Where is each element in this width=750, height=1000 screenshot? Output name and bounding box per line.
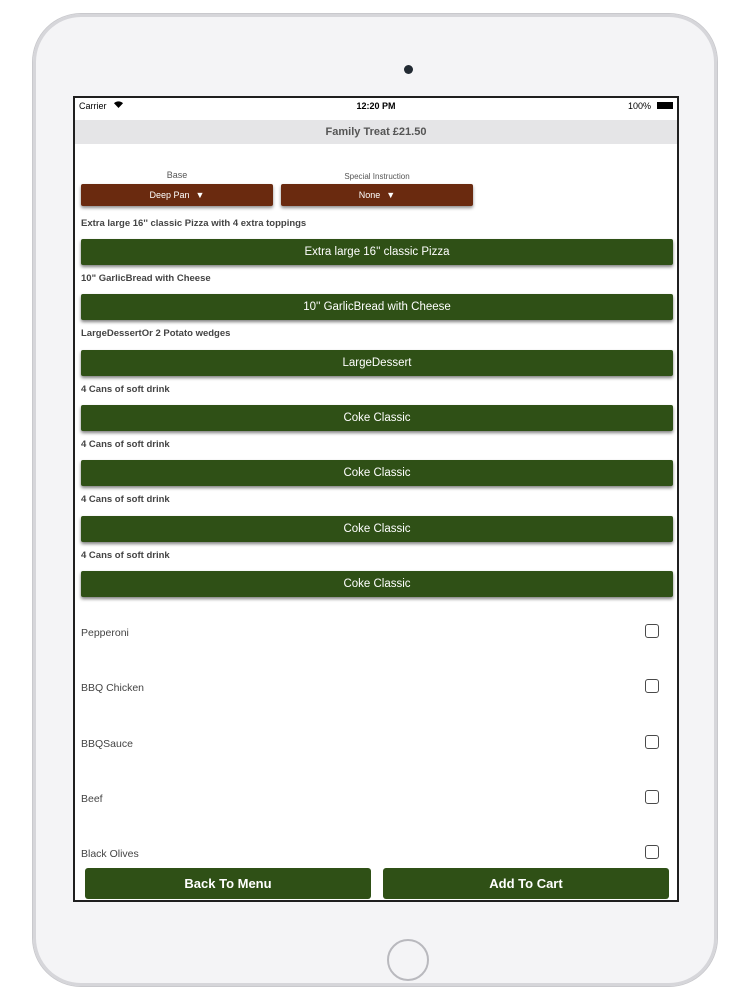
item-caption: 4 Cans of soft drink — [81, 384, 170, 395]
camera-icon — [404, 65, 413, 74]
dropdown-arrow-icon: ▼ — [195, 190, 205, 200]
item-button-garlic-bread[interactable]: 10'' GarlicBread with Cheese — [81, 294, 673, 320]
topping-row-black-olives[interactable] — [75, 845, 677, 865]
item-caption: 4 Cans of soft drink — [81, 439, 170, 450]
item-caption: LargeDessertOr 2 Potato wedges — [81, 328, 231, 339]
item-caption: 10" GarlicBread with Cheese — [81, 273, 211, 284]
base-label: Base — [166, 170, 188, 180]
topping-row-beef[interactable] — [75, 790, 677, 810]
item-caption: 4 Cans of soft drink — [81, 494, 170, 505]
topping-label: BBQ Chicken — [81, 682, 145, 694]
topping-label: Black Olives — [81, 848, 139, 860]
topping-row-bbq-chicken[interactable] — [75, 679, 677, 699]
page-title: Family Treat £21.50 — [75, 120, 677, 144]
home-button[interactable] — [387, 939, 429, 981]
base-dropdown-value: Deep Pan — [149, 190, 190, 200]
checkbox-icon[interactable] — [645, 735, 659, 749]
item-button-dessert[interactable]: LargeDessert — [81, 350, 673, 376]
topping-label: BBQSauce — [81, 738, 133, 750]
status-time: 12:20 PM — [356, 101, 396, 111]
item-button-pizza[interactable]: Extra large 16'' classic Pizza — [81, 239, 673, 265]
instruction-label: Special Instruction — [344, 172, 410, 181]
topping-row-bbq-sauce[interactable] — [75, 735, 677, 755]
instruction-dropdown[interactable] — [281, 184, 473, 206]
topping-label: Beef — [81, 793, 103, 805]
add-to-cart-button[interactable]: Add To Cart — [383, 868, 669, 899]
item-button-drink-3[interactable]: Coke Classic — [81, 516, 673, 542]
battery-percent: 100% — [627, 101, 651, 111]
item-caption: 4 Cans of soft drink — [81, 550, 170, 561]
topping-row-pepperoni[interactable] — [75, 624, 677, 644]
instruction-dropdown-value: None — [358, 190, 381, 200]
battery-icon — [657, 102, 673, 109]
dropdown-arrow-icon: ▼ — [386, 190, 396, 200]
carrier-label: Carrier — [79, 101, 107, 111]
checkbox-icon[interactable] — [645, 679, 659, 693]
base-dropdown[interactable] — [81, 184, 273, 206]
status-bar — [75, 98, 677, 114]
item-caption: Extra large 16'' classic Pizza with 4 extra toppings — [81, 218, 307, 229]
item-button-drink-1[interactable]: Coke Classic — [81, 405, 673, 431]
topping-label: Pepperoni — [81, 627, 129, 639]
checkbox-icon[interactable] — [645, 845, 659, 859]
app-screen — [73, 96, 679, 902]
back-to-menu-button[interactable]: Back To Menu — [85, 868, 371, 899]
checkbox-icon[interactable] — [645, 624, 659, 638]
item-button-drink-2[interactable]: Coke Classic — [81, 460, 673, 486]
checkbox-icon[interactable] — [645, 790, 659, 804]
item-button-drink-4[interactable]: Coke Classic — [81, 571, 673, 597]
